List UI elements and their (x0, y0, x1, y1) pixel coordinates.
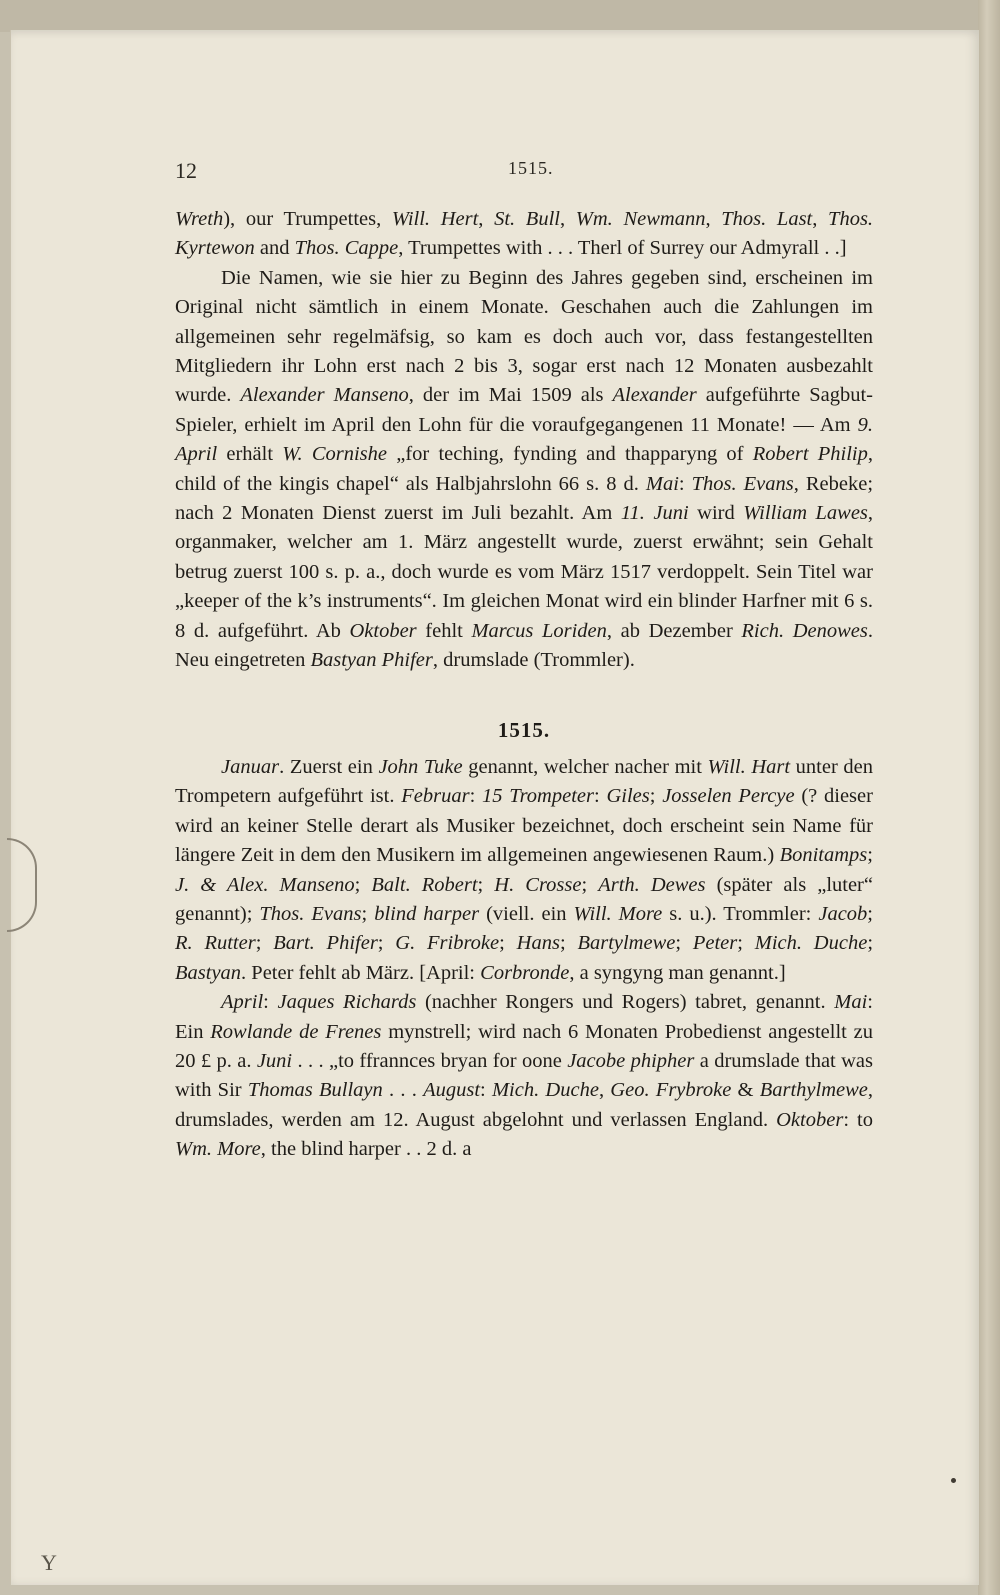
text-span: Jaques Richards (277, 991, 417, 1014)
text-span: Bart. Phifer (273, 932, 378, 955)
text-span: , (559, 208, 576, 230)
text-span: Rich. Denowes (741, 619, 868, 642)
text-span: Februar (401, 785, 470, 808)
text-span: W. Cornishe (282, 443, 388, 466)
text-span: Jacobe phipher (567, 1049, 695, 1072)
main-text (175, 205, 873, 1165)
text-span: St. Bull (494, 208, 560, 230)
text-span: Peter (692, 932, 738, 955)
text-span: Jacob (818, 902, 868, 925)
text-span: Wm. Newmann (575, 208, 706, 230)
text-span: 15 Trompeter (482, 785, 594, 808)
text-span: R. Rutter (175, 932, 256, 955)
text-span: G. Fribroke (395, 932, 500, 955)
text-span: ; (581, 873, 599, 896)
text-span: : to (843, 1108, 873, 1131)
text-span: fehlt (416, 619, 472, 642)
paragraph-4 (175, 988, 873, 1164)
text-span: Mich. Duche (754, 932, 868, 955)
text-span: . Peter fehlt ab März. [April: (241, 961, 481, 984)
text-span: Alexander (612, 384, 697, 407)
text-span: : (469, 785, 483, 808)
text-span: & (731, 1079, 760, 1102)
text-span: . Neu eingetreten (175, 619, 873, 672)
text-span: genannt, welcher nacher mit (462, 755, 708, 778)
text-span: August (423, 1079, 481, 1102)
text-span: : Ein (175, 991, 873, 1043)
text-span: ; (867, 932, 874, 955)
text-span: Thos. Evans (691, 472, 794, 495)
text-span: Juni (256, 1049, 293, 1072)
paragraph-3 (175, 753, 873, 988)
scan-background-top (0, 0, 1000, 32)
text-span: Oktober (776, 1108, 844, 1131)
text-span: Marcus Loriden (471, 619, 607, 642)
text-span: ; (867, 902, 873, 925)
text-span: Corbronde (480, 961, 570, 984)
corner-pencil-mark: Y (41, 1550, 57, 1575)
text-span: ; (499, 932, 517, 955)
text-span: : (263, 991, 278, 1014)
text-span: ; (867, 844, 873, 867)
text-span: Mai (834, 991, 868, 1014)
text-span: unter den Trompetern aufgeführt ist. (175, 755, 873, 808)
text-span: Die Namen, wie sie hier zu Beginn des Jahres gegeben sind, erscheinen im Original nicht sämtlich in einem Monate. Geschahen auch die Zahlungen im allgemeinen sehr regelmäfsig, so kam es doch auch vor, dass festangestellten Mitgliedern ihr Lohn erst nach 2 bis 3, sogar erst nach 12 Monaten ausbezahlt wurde. (175, 266, 873, 407)
text-span: Thos. Evans (259, 902, 362, 925)
text-span: April (221, 991, 264, 1014)
text-span: (später als „luter“ genannt); (175, 873, 873, 925)
text-span: Giles (606, 785, 650, 808)
text-span: , ab Dezember (606, 619, 742, 642)
text-span: „for teching, fynding and thapparyng of (387, 443, 753, 466)
text-span: H. Crosse (494, 873, 582, 896)
text-span: ; (559, 932, 578, 955)
text-span: , (478, 208, 495, 230)
text-span: ; (354, 873, 372, 896)
text-span: and (254, 237, 295, 260)
text-span: a drumslade that was with Sir (175, 1049, 873, 1102)
text-span: ; (255, 932, 274, 955)
text-span: , drumslades, werden am 12. August abgelohnt und verlassen England. (175, 1079, 874, 1131)
text-span: (? dieser wird an keiner Stelle derart als Musiker bezeichnet, doch erscheint sein Name für längere Zeit in dem den Musikern im allgemeinen angewiesenen Raum.) (175, 785, 873, 867)
text-span: Barthylmewe (759, 1079, 868, 1102)
text-span: Thos. Last (721, 208, 813, 230)
text-span: (viell. ein (479, 902, 574, 925)
text-span: Bastyan Phifer (310, 649, 433, 672)
text-span: , (598, 1079, 611, 1102)
text-span: , Rebeke; nach 2 Monaten Dienst zuerst im Juli bezahlt. Am (175, 472, 874, 525)
text-span: , the blind harper . . 2 d. a (260, 1138, 472, 1161)
text-span: ; (361, 902, 375, 925)
text-span: Mai (645, 472, 679, 495)
text-span: ; (737, 932, 755, 955)
text-span: William Lawes (743, 502, 868, 525)
running-head: 1515. (508, 158, 554, 178)
text-span: Thomas Bullayn (247, 1079, 383, 1102)
text-span: Balt. Robert (371, 873, 478, 896)
text-span: , drumslade (Trommler). (432, 649, 635, 672)
text-span: , child of the kingis chapel“ als Halbjahrslohn 66 s. 8 d. (175, 443, 874, 495)
text-span: Wm. More (175, 1138, 261, 1161)
text-span: : (593, 785, 607, 808)
scan-background-right (978, 0, 1000, 1595)
text-span: Wreth (175, 208, 224, 230)
text-span: Geo. Frybroke (610, 1079, 732, 1102)
text-span: Bonitamps (779, 844, 868, 867)
text-span: : (480, 1079, 492, 1102)
text-span: Josselen Percye (662, 785, 795, 808)
text-span: mynstrell; wird nach 6 Monaten Probedienst angestellt zu 20 £ p. a. (175, 1020, 874, 1072)
text-span: Thos. Kyrtewon (175, 208, 874, 260)
binding-mark (7, 838, 37, 932)
text-span: Mich. Duche (491, 1079, 599, 1102)
text-span: ), our Trumpettes, (223, 208, 392, 230)
text-span: John Tuke (378, 755, 463, 778)
text-span: Will. More (573, 902, 663, 925)
text-span: Januar (221, 755, 280, 778)
text-span: blind harper (374, 902, 480, 925)
text-span: s. u.). Trommler: (662, 902, 819, 925)
text-span: , (705, 208, 722, 230)
text-span: , Trumpettes with . . . Therl of Surrey our Admyrall . .] (398, 237, 847, 260)
ink-dot (951, 1478, 956, 1483)
paragraph-1 (175, 205, 873, 264)
text-span: ; (377, 932, 396, 955)
page-header (175, 158, 875, 188)
text-span: 9. April (175, 413, 873, 466)
text-span: Hans (516, 932, 560, 955)
text-span: ; (675, 932, 693, 955)
text-span: (nachher Rongers und Rogers) tabret, genannt. (416, 991, 835, 1014)
text-span: . . . (382, 1079, 424, 1102)
text-span: ; (477, 873, 495, 896)
text-span: erhält (217, 443, 283, 466)
text-span: Robert Philip (752, 443, 868, 466)
text-span: Will. Hert (391, 208, 479, 230)
text-span: J. & Alex. Manseno (175, 873, 355, 896)
text-span: Arth. Dewes (598, 873, 706, 896)
text-span: . . . „to ffrannces bryan for oone (292, 1049, 568, 1072)
text-span: . Zuerst ein (279, 755, 379, 778)
text-span: Rowlande de Frenes (210, 1020, 382, 1043)
text-span: Bastyan (175, 961, 242, 984)
paragraph-2 (175, 264, 873, 676)
text-span: Thos. Cappe (294, 237, 399, 260)
page-number: 12 (175, 158, 197, 183)
text-span: , der im Mai 1509 als (408, 384, 613, 407)
text-span: , organmaker, welcher am 1. März angestellt wurde, zuerst erwähnt; sein Gehalt betrug zuerst 100 s. p. a., doch wurde es vom März 1517 verdoppelt. Sein Titel war „keeper of the k’s instruments“. Im gleichen Monat wird ein blinder Harfner mit 6 s. 8 d. aufgeführt. Ab (175, 502, 874, 642)
text-span: , (812, 208, 829, 230)
text-span: Alexander Manseno (240, 384, 409, 407)
text-span: Oktober (349, 619, 417, 642)
text-span: Will. Hart (707, 755, 791, 778)
text-span: : (678, 472, 692, 495)
text-span: , a syngyng man genannt.] (569, 961, 786, 984)
text-span: 11. Juni (620, 502, 689, 525)
text-span: aufgeführte Sagbut-Spieler, erhielt im April den Lohn für die voraufgegangenen 11 Monate! — Am (175, 384, 873, 436)
section-heading: 1515. (497, 717, 551, 742)
text-span: ; (649, 785, 663, 808)
text-span: Bartylmewe (577, 932, 676, 955)
text-span: wird (688, 502, 744, 525)
